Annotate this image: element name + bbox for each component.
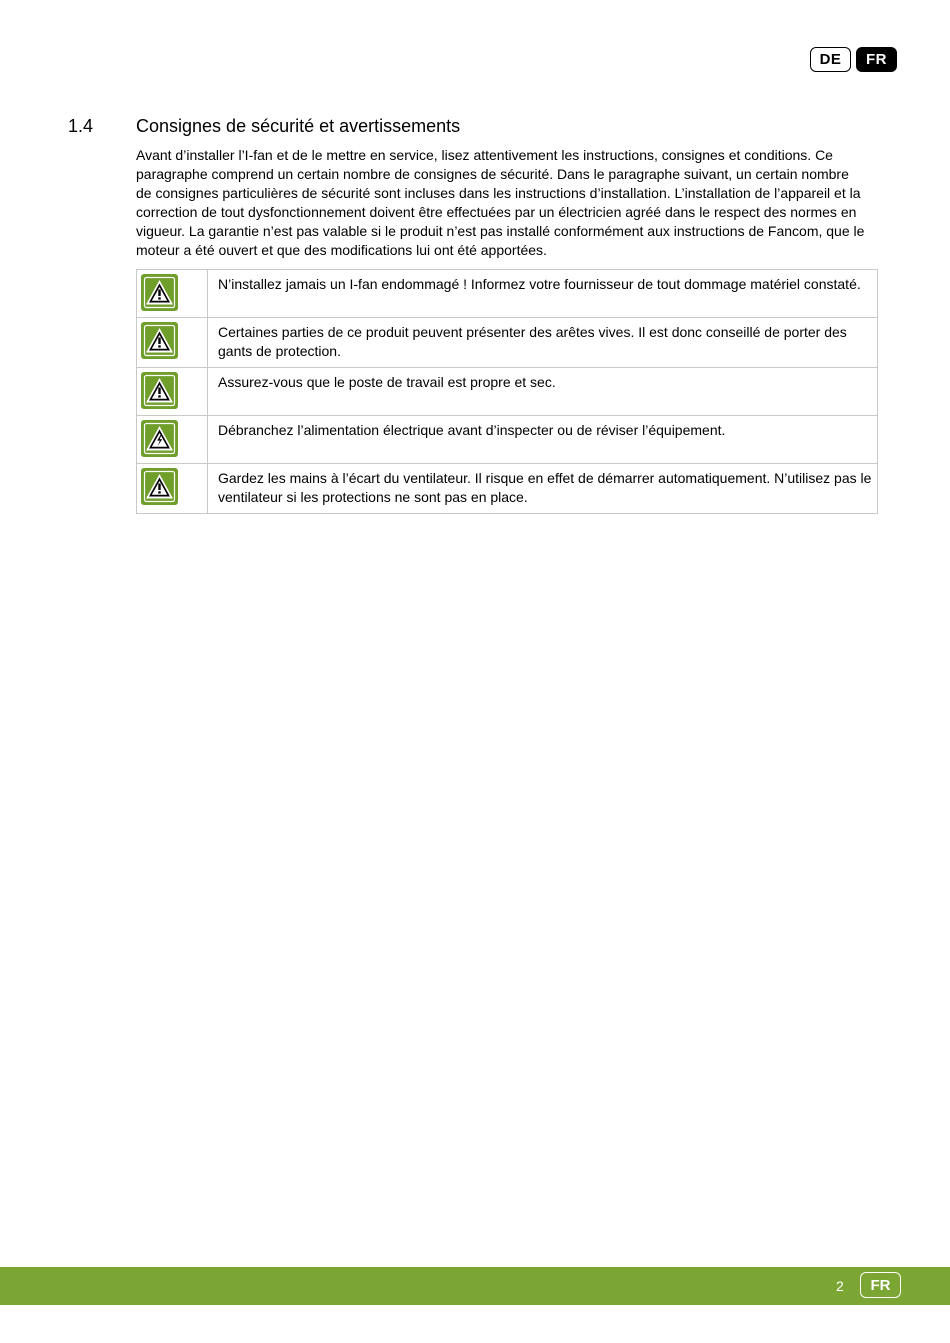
footer-bar [0,1267,950,1305]
warning-triangle-icon [141,274,178,311]
warning-text: Certaines parties de ce produit peuvent présenter des arêtes vives. Il est donc conseillé de porter des gants de protection. [208,318,878,368]
warning-icon-cell [137,464,208,514]
warning-text: N’installez jamais un I-fan endommagé ! Informez votre fournisseur de tout dommage matériel constaté. [208,270,878,318]
footer-lang-tab-fr[interactable]: FR [860,1272,901,1298]
lang-tab-fr[interactable]: FR [856,47,897,72]
intro-paragraph: Avant d’installer l’I-fan et de le mettre en service, lisez attentivement les instructions, consignes et conditions. Ce paragraphe comprend un certain nombre de consignes de sécurité. Dans le paragraphe suivant, un certain nombre de consignes particulières de sécurité sont incluses dans les instructions d’installation. L’installation de l’appareil et la correction de tout dysfonctionnement doivent être effectuées par un électricien agréé dans le respect des normes en vigueur. La garantie n’est pas valable si le produit n’est pas installé conformément aux instructions de Fancom, que le moteur a été ouvert et que des modifications lui ont été apportées. [136,147,865,258]
warning-icon-cell [137,318,208,368]
electric-hazard-icon [141,420,178,457]
warning-text: Débranchez l’alimentation électrique avant d’inspecter ou de réviser l’équipement. [208,416,878,464]
warning-row [137,318,878,368]
warning-row [137,270,878,318]
warning-row [137,464,878,514]
warning-icon-cell [137,270,208,318]
warning-triangle-icon [141,468,178,505]
warning-text: Gardez les mains à l’écart du ventilateur. Il risque en effet de démarrer automatiquement. N’utilisez pas le ventilateur si les protections ne sont pas en place. [208,464,878,514]
language-switch [810,47,897,72]
warnings-table [136,269,878,514]
warning-icon-cell [137,368,208,416]
warning-triangle-icon [141,322,178,359]
lang-tab-de[interactable]: DE [810,47,851,72]
section-number: 1.4 [68,116,94,136]
warning-text: Assurez-vous que le poste de travail est propre et sec. [208,368,878,416]
warning-row [137,368,878,416]
warning-row [137,416,878,464]
section-title: Consignes de sécurité et avertissements [136,116,461,136]
warning-triangle-icon [141,372,178,409]
page-number: 2 [836,1278,844,1294]
warning-icon-cell [137,416,208,464]
